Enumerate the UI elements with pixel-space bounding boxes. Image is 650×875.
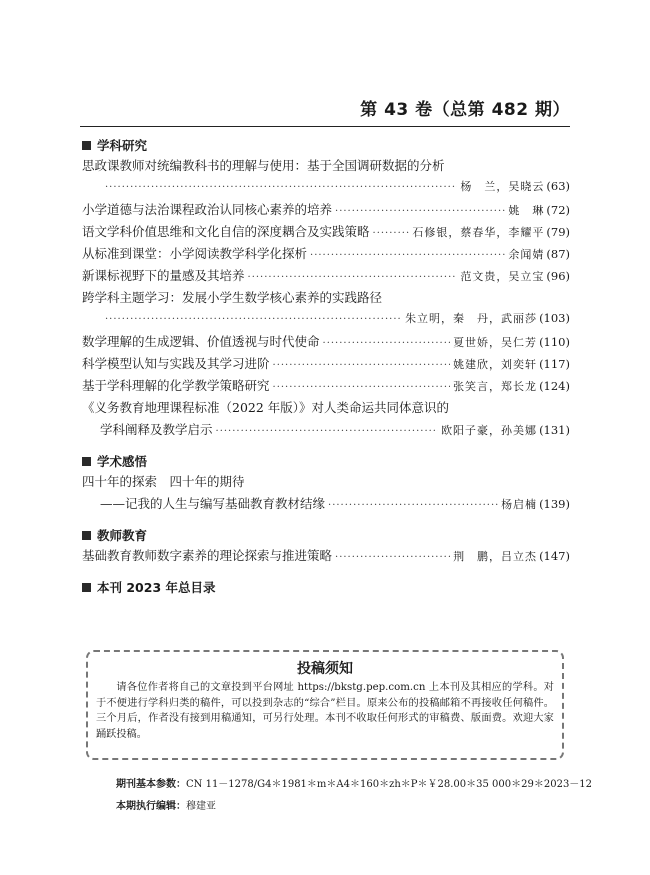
entry-authors: 荆 鹏，吕立杰: [453, 550, 538, 563]
leader-dots: [328, 500, 498, 511]
toc-entry-continued: [82, 420, 570, 442]
leader-dots: [310, 250, 505, 261]
header-rule: [80, 126, 570, 127]
toc-entry: [82, 398, 570, 420]
submission-notice: [86, 650, 564, 760]
entry-authors: 朱立明，秦 丹，武丽莎: [405, 312, 538, 325]
leader-dots: [335, 552, 450, 563]
params-value: CN 11－1278/G4＊1981＊m＊A4＊160＊zh＊P＊￥28.00＊35 000＊29＊2023－12: [186, 779, 593, 790]
entry-authors: 范文贵，吴立宝: [460, 270, 545, 283]
leader-dots: [273, 360, 451, 371]
entry-title: 基于学科理解的化学教学策略研究: [82, 378, 270, 393]
square-bullet-icon: [82, 457, 91, 466]
section-gap: [82, 516, 570, 526]
entry-authors: 杨 兰，吴晓云: [460, 180, 545, 193]
leader-dots: [323, 338, 451, 349]
entry-title: 思政课教师对统编教科书的理解与使用：基于全国调研数据的分析: [82, 158, 445, 173]
entry-title: 新课标视野下的量感及其培养: [82, 268, 245, 283]
entry-page: (72): [546, 203, 570, 217]
entry-page: (117): [539, 357, 570, 371]
section-gap: [82, 442, 570, 452]
toc-entry-continued: [82, 494, 570, 516]
square-bullet-icon: [82, 583, 91, 592]
entry-page: (124): [539, 379, 570, 393]
toc-entry: [82, 354, 570, 376]
section-gap: [82, 568, 570, 578]
leader-dots: [335, 206, 505, 217]
square-bullet-icon: [82, 531, 91, 540]
entry-authors: 姚 琳: [508, 204, 545, 217]
entry-page: (63): [546, 179, 570, 193]
entry-title: 《义务教育地理课程标准（2022 年版）》对人类命运共同体意识的: [82, 400, 450, 415]
entry-page: (139): [539, 497, 570, 511]
entry-title: 小学道德与法治课程政治认同核心素养的培养: [82, 202, 333, 217]
section-title: 教师教育: [97, 528, 148, 543]
entry-title-line2: ——记我的人生与编写基础教育教材结缘: [100, 496, 326, 511]
entry-page: (110): [539, 335, 570, 349]
notice-body: 请各位作者将自己的文章投到平台网址 https://bkstg.pep.com.cn 上本刊及其相应的学科。对于不便进行学科归类的稿件，可以投到杂志的“综合”栏目。原来公布的投稿邮箱不再接收任何稿件。三个月后，作者没有接到用稿通知，可另行处理。本刊不收取任何形式的审稿费、版面费。欢迎大家踊跃投稿。: [96, 682, 554, 740]
entry-title-line2: 学科阐释及教学启示: [100, 422, 213, 437]
toc-entry: [82, 222, 570, 244]
leader-dots: [105, 314, 402, 325]
editor-label: 本期执行编辑：: [116, 801, 186, 812]
entry-authors: 余闻婧: [508, 248, 545, 261]
editor-value: 穆建亚: [186, 801, 216, 812]
toc-entry: [82, 376, 570, 398]
params-label: 期刊基本参数：: [116, 779, 186, 790]
leader-dots: [216, 426, 439, 437]
entry-title: 四十年的探索 四十年的期待: [82, 474, 245, 489]
journal-params: [116, 775, 592, 790]
entry-authors: 夏世娇，吴仁芳: [453, 336, 538, 349]
leader-dots: [248, 272, 458, 283]
toc-entry-continued: [82, 310, 570, 332]
entry-title: 科学模型认知与实践及其学习进阶: [82, 356, 270, 371]
entry-authors: 杨启楠: [501, 498, 538, 511]
leader-dots: [273, 382, 451, 393]
entry-authors: 欧阳子豪，孙美娜: [441, 424, 538, 437]
entry-title: 语文学科价值思维和文化自信的深度耦合及实践策略: [82, 224, 370, 239]
entry-title: 跨学科主题学习：发展小学生数学核心素养的实践路径: [82, 290, 383, 305]
entry-page: (103): [539, 311, 570, 325]
volume-heading: 第 43 卷（总第 482 期）: [360, 100, 570, 120]
toc-entry: [82, 266, 570, 288]
section-heading: [82, 578, 570, 596]
entry-page: (131): [539, 423, 570, 437]
leader-dots: [373, 228, 410, 239]
entry-title: 从标准到课堂：小学阅读教学科学化探析: [82, 246, 308, 261]
entry-page: (79): [546, 225, 570, 239]
entry-authors: 张笑言，郑长龙: [453, 380, 538, 393]
entry-page: (147): [539, 549, 570, 563]
entry-authors: 石修银，蔡春华，李耀平: [412, 226, 545, 239]
entry-title: 基础教育教师数字素养的理论探索与推进策略: [82, 548, 333, 563]
toc-entry-continued: [82, 178, 570, 200]
section-title: 学术感悟: [97, 454, 148, 469]
entry-title: 数学理解的生成逻辑、价值透视与时代使命: [82, 334, 320, 349]
notice-title: 投稿须知: [297, 661, 353, 677]
table-of-contents: [82, 136, 570, 598]
square-bullet-icon: [82, 141, 91, 150]
executive-editor: [116, 797, 216, 812]
section-heading: [82, 526, 570, 544]
section-heading: [82, 452, 570, 470]
toc-entry: [82, 472, 570, 494]
entry-page: (87): [546, 247, 570, 261]
entry-authors: 姚建欣，刘奕轩: [453, 358, 538, 371]
section-title: 学科研究: [97, 138, 148, 153]
toc-entry: [82, 156, 570, 178]
toc-entry: [82, 288, 570, 310]
section-heading: [82, 136, 570, 154]
section-title: 本刊 2023 年总目录: [97, 580, 216, 595]
toc-entry: [82, 244, 570, 266]
entry-page: (96): [546, 269, 570, 283]
toc-entry: [82, 546, 570, 568]
leader-dots: [105, 182, 457, 193]
toc-entry: [82, 332, 570, 354]
toc-entry: [82, 200, 570, 222]
